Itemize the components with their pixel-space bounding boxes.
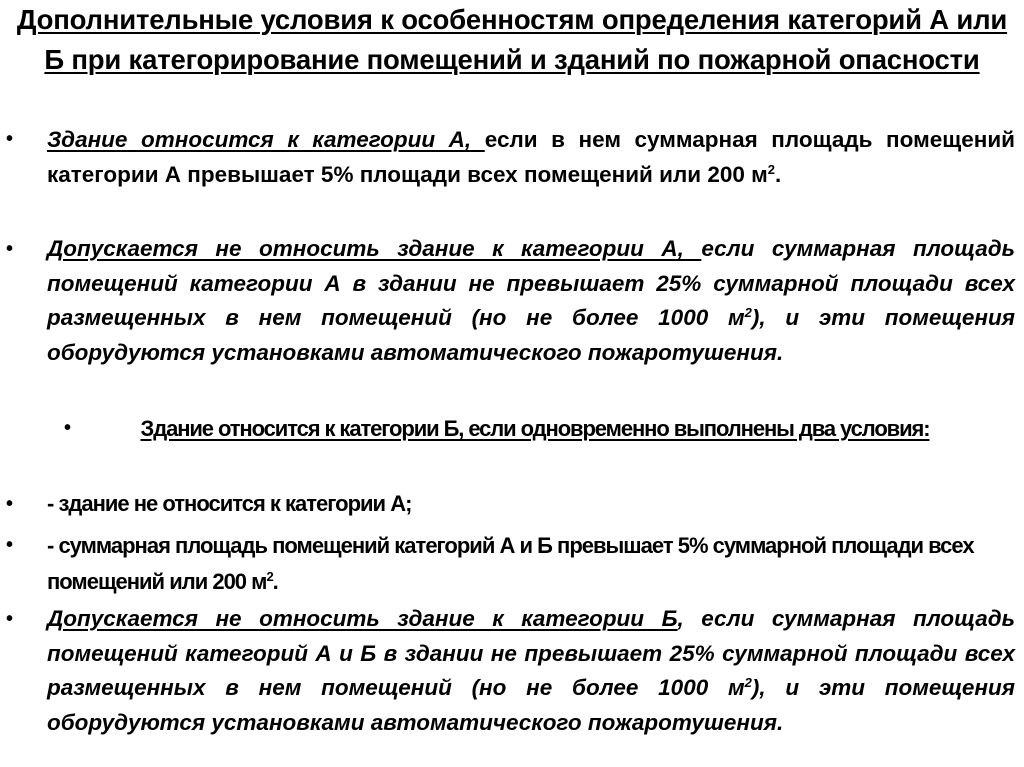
item-tail: . [272, 569, 278, 594]
superscript: 2 [744, 305, 752, 320]
item-body: - суммарная площадь помещений категорий А и Б превышает 5% суммарной площади всех помещений или 200 м [47, 533, 974, 594]
underlined-lead: Допускается не относить здание к категории А, [47, 236, 702, 261]
item-tail: ), и эти помещения оборудуются установками автоматического пожаротушения. [47, 675, 1015, 735]
underlined-lead: Здание относится к категории А, [47, 127, 485, 152]
superscript: 2 [266, 569, 273, 584]
bullet-icon: • [6, 534, 14, 556]
bullet-icon: • [6, 493, 14, 515]
bullet-icon: • [6, 238, 14, 260]
item-body: - здание не относится к категории А; [47, 491, 412, 516]
item-tail: . [775, 162, 782, 187]
bullet-icon: • [6, 608, 14, 630]
underlined-lead: Допускается не относить здание к категории Б [47, 606, 678, 631]
item-text [47, 122, 1015, 192]
page-title: Дополнительные условия к особенностям определения категорий А или Б при категорирование помещений и зданий по пожарной опасности [16, 4, 1008, 75]
superscript: 2 [767, 162, 776, 177]
item-text [47, 232, 1015, 370]
item-tail: ), и эти помещения оборудуются установками автоматического пожаротушения. [47, 305, 1015, 365]
item-text [47, 487, 1015, 522]
superscript: 2 [744, 675, 752, 690]
item-body: , если суммарная площадь помещений категорий А и Б в здании не превышает 25% суммарной площади всех размещенных в нем помещений (но не более 1000 м [47, 606, 1015, 700]
item-text [47, 528, 1022, 600]
item-text [47, 602, 1015, 740]
item-body: если в нем суммарная площадь помещений категории А превышает 5% площади всех помещений или 200 м [47, 127, 1015, 187]
item-text: Здание относится к категории Б, если одновременно выполнены два условия: [140, 416, 930, 441]
item-body: если суммарная площадь помещений категории А в здании не превышает 25% суммарной площади всех размещенных в нем помещений (но не более 1000 м [47, 236, 1015, 330]
bullet-icon: • [6, 128, 14, 150]
bullet-icon: • [64, 417, 72, 439]
